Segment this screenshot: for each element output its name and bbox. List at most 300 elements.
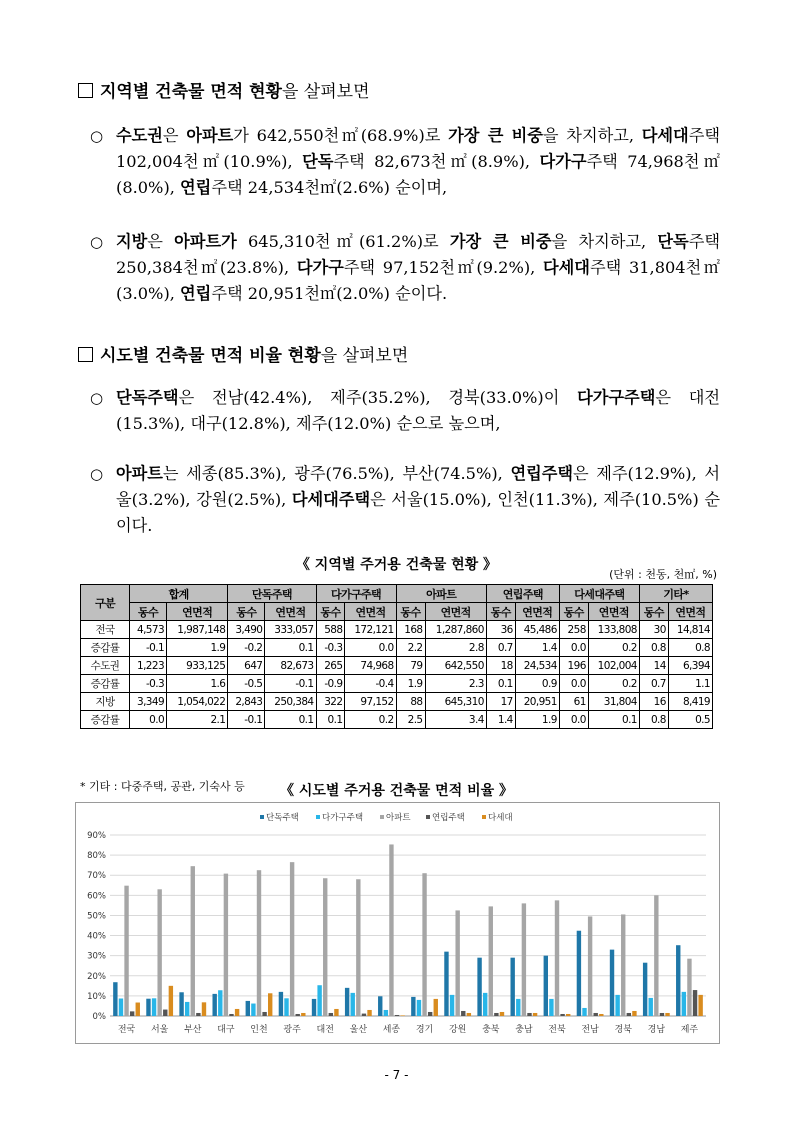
table-cell: 642,550 (425, 657, 486, 675)
bar (665, 1013, 669, 1016)
bold-text: 연립 (180, 178, 212, 197)
table-cell: 97,152 (345, 693, 396, 711)
table-cell: 1.4 (486, 711, 515, 729)
y-tick-label: 20% (87, 971, 106, 982)
table-cell: 1,987,148 (167, 621, 228, 639)
table-cell: 196 (559, 657, 588, 675)
bar (582, 1008, 586, 1016)
table-cell: 0.2 (588, 639, 639, 657)
bar (522, 903, 526, 1016)
checkbox-square-icon (78, 347, 93, 362)
table-cell: 0.1 (265, 639, 316, 657)
x-tick-label: 충남 (515, 1025, 533, 1035)
sub-header: 연면적 (345, 603, 396, 621)
bar (627, 1013, 631, 1016)
table-cell: 1.6 (167, 675, 228, 693)
bar (467, 1013, 471, 1016)
circle-bullet-icon: ○ (90, 389, 104, 407)
bar (434, 999, 438, 1016)
x-tick-label: 전국 (117, 1025, 136, 1035)
bar (632, 1011, 636, 1016)
circle-bullet-icon: ○ (90, 127, 104, 145)
bar (676, 945, 680, 1016)
bold-text: 다가구주택 (577, 388, 656, 407)
text-run: 주택 74,968천㎡(8.0%), (116, 152, 720, 197)
bar (229, 1014, 233, 1016)
bar (384, 1010, 388, 1016)
bar (179, 992, 183, 1016)
bold-text: 가장 큰 비중 (449, 232, 552, 251)
table-cell: 265 (316, 657, 345, 675)
y-tick-label: 60% (87, 891, 106, 902)
bar (654, 895, 658, 1016)
x-tick-label: 충북 (482, 1025, 500, 1035)
table-row (81, 639, 713, 657)
bar (477, 958, 481, 1016)
bar (549, 999, 553, 1016)
bar (163, 1010, 167, 1016)
x-tick-label: 광주 (283, 1025, 301, 1035)
y-tick-label: 40% (87, 931, 106, 942)
legend-swatch (260, 815, 264, 819)
bar (345, 988, 349, 1016)
table-cell: 3,490 (228, 621, 265, 639)
bar (560, 1014, 564, 1016)
table-cell: 2.5 (396, 711, 425, 729)
bar (428, 1012, 432, 1016)
table-cell: -0.5 (228, 675, 265, 693)
bar (124, 886, 128, 1016)
table-cell: 133,808 (588, 621, 639, 639)
table-cell: 0.2 (588, 675, 639, 693)
table-cell: -0.4 (345, 675, 396, 693)
table-cell: 645,310 (425, 693, 486, 711)
bold-text: 아파트가 (174, 232, 237, 251)
bold-text: 아파트 (116, 464, 163, 483)
section-1-paragraph-1 (90, 123, 720, 201)
table-cell: 933,125 (167, 657, 228, 675)
sub-header: 동수 (639, 603, 668, 621)
table-cell: 172,121 (345, 621, 396, 639)
bar (152, 998, 156, 1016)
section-2-heading: 시도별 건축물 면적 비율 현황을 살펴보면 (78, 341, 408, 366)
table-cell: 3.4 (425, 711, 486, 729)
table-cell: 0.8 (639, 711, 668, 729)
row-label: 증감률 (81, 639, 130, 657)
text-run: 은 대전(15.3%), 대구(12.8%), 제주(12.0%) 순으로 높으며, (116, 388, 720, 433)
sub-header: 연면적 (668, 603, 712, 621)
table-cell: 17 (486, 693, 515, 711)
bold-text: 다세대주택 (291, 490, 371, 509)
table-cell: 20,951 (515, 693, 559, 711)
table-row (81, 675, 713, 693)
table-cell: 79 (396, 657, 425, 675)
bar (533, 1013, 537, 1016)
bar (290, 862, 294, 1016)
table-cell: 1.9 (396, 675, 425, 693)
table-cell: 14 (639, 657, 668, 675)
table-row (81, 657, 713, 675)
bar (191, 866, 195, 1016)
table-cell: 588 (316, 621, 345, 639)
table-cell: 8,419 (668, 693, 712, 711)
col-group-label: 구분 (81, 585, 130, 621)
bold-text: 지방 (116, 232, 148, 251)
text-run: 을 차지하고, (551, 232, 658, 251)
table-cell: -0.9 (316, 675, 345, 693)
text-run: 가 642,550천㎡(68.9%)로 (233, 126, 449, 145)
table-cell: 1,223 (130, 657, 167, 675)
table-cell: 4,573 (130, 621, 167, 639)
row-label: 지방 (81, 693, 130, 711)
table-title: 《 지역별 주거용 건축물 현황 》 (295, 557, 498, 573)
table-cell: 2,843 (228, 693, 265, 711)
y-tick-label: 70% (87, 871, 106, 882)
table-cell: 0.7 (639, 675, 668, 693)
legend-label: 연립주택 (432, 813, 465, 823)
x-tick-label: 울산 (349, 1025, 368, 1035)
table-cell: 0.1 (265, 711, 316, 729)
bold-text: 단독 (657, 232, 689, 251)
text-run: 주택 20,951천㎡(2.0%) 순이다. (211, 284, 448, 303)
bold-text: 다가구 (296, 258, 344, 277)
bar (649, 998, 653, 1016)
table-cell: -0.3 (130, 675, 167, 693)
bar (643, 963, 647, 1016)
bar (698, 995, 702, 1016)
bar (356, 879, 360, 1016)
table-cell: 82,673 (265, 657, 316, 675)
group-header: 기타* (639, 585, 712, 603)
bar (279, 992, 283, 1016)
table-row (81, 693, 713, 711)
legend-label: 다가구주택 (322, 813, 364, 823)
text-run: 는 세종(85.3%), 광주(76.5%), 부산(74.5%), (162, 464, 511, 483)
bar (483, 993, 487, 1016)
bar (489, 906, 493, 1016)
table-cell: 2.3 (425, 675, 486, 693)
table-cell: 102,004 (588, 657, 639, 675)
table-row (81, 711, 713, 729)
bar (594, 1013, 598, 1016)
text-run: 주택 102,004천㎡(10.9%), (116, 126, 720, 171)
section-1-paragraph-2 (90, 229, 720, 307)
bar (268, 993, 272, 1016)
table-cell: 18 (486, 657, 515, 675)
bar (202, 1002, 206, 1016)
table-cell: 0.5 (668, 711, 712, 729)
table-cell: 0.2 (345, 711, 396, 729)
sub-header: 동수 (316, 603, 345, 621)
table-cell: 16 (639, 693, 668, 711)
bar (257, 870, 261, 1016)
bar (317, 985, 321, 1016)
table-cell: 30 (639, 621, 668, 639)
bold-text: 아파트 (186, 126, 234, 145)
bar (196, 1013, 200, 1016)
bar (130, 1011, 134, 1016)
text-run: 주택 31,804천㎡(3.0%), (116, 258, 720, 303)
legend-swatch (380, 815, 384, 819)
bar (218, 990, 222, 1016)
x-tick-label: 전북 (548, 1025, 566, 1035)
text-run: 은 제주(12.9%), 서울(3.2%), 강원(2.5%), (116, 464, 720, 509)
text-run: 주택 250,384천㎡(23.8%), (116, 232, 720, 277)
y-tick-label: 90% (87, 831, 106, 841)
bold-text: 수도권 (116, 126, 163, 145)
bar (146, 999, 150, 1016)
x-tick-label: 세종 (382, 1025, 401, 1035)
row-label: 전국 (81, 621, 130, 639)
table-cell: 168 (396, 621, 425, 639)
table-cell: -0.3 (316, 639, 345, 657)
bar (224, 874, 228, 1016)
table-cell: 1,054,022 (167, 693, 228, 711)
text-run: 645,310천㎡(61.2%)로 (236, 232, 450, 251)
bar (422, 873, 426, 1016)
bar (588, 916, 592, 1016)
bold-text: 가장 큰 비중 (448, 126, 543, 145)
table-cell: 0.0 (130, 711, 167, 729)
table-row (81, 621, 713, 639)
legend-swatch (482, 815, 486, 819)
page-number: - 7 - (384, 1068, 409, 1082)
table-cell: 31,804 (588, 693, 639, 711)
row-label: 증감률 (81, 675, 130, 693)
table-cell: -0.2 (228, 639, 265, 657)
circle-bullet-icon: ○ (90, 465, 104, 483)
sub-header: 동수 (228, 603, 265, 621)
sub-header: 동수 (559, 603, 588, 621)
table-cell: 0.7 (486, 639, 515, 657)
table-footnote: * 기타 : 다중주택, 공관, 기숙사 등 (80, 780, 245, 793)
checkbox-square-icon (78, 83, 93, 98)
table-cell: -0.1 (265, 675, 316, 693)
x-tick-label: 부산 (184, 1025, 202, 1035)
bar (544, 956, 548, 1016)
x-tick-label: 강원 (448, 1025, 467, 1035)
bold-text: 단독 (302, 152, 334, 171)
table-cell: 1.9 (515, 711, 559, 729)
table-cell: 36 (486, 621, 515, 639)
bar (510, 958, 514, 1016)
table-cell: 1.4 (515, 639, 559, 657)
sub-header: 동수 (486, 603, 515, 621)
bar (621, 914, 625, 1016)
bar (577, 931, 581, 1016)
sub-header: 연면적 (425, 603, 486, 621)
table-cell: 1.1 (668, 675, 712, 693)
bar (235, 1009, 239, 1016)
table-cell: 1.9 (167, 639, 228, 657)
bar (566, 1014, 570, 1016)
row-label: 수도권 (81, 657, 130, 675)
bar (417, 1000, 421, 1016)
bar (212, 994, 216, 1016)
table-cell: 333,057 (265, 621, 316, 639)
bold-text: 단독주택 (116, 388, 179, 407)
group-header: 다가구주택 (316, 585, 396, 603)
table-cell: 61 (559, 693, 588, 711)
section-2-paragraph-1 (90, 385, 720, 437)
bar (395, 1015, 399, 1016)
x-tick-label: 경남 (647, 1025, 666, 1035)
table-cell: 0.8 (668, 639, 712, 657)
table-cell: 258 (559, 621, 588, 639)
bold-text: 다세대 (641, 126, 689, 145)
text-run: 은 서울(15.0%), 인천(11.3%), 제주(10.5%) 순이다. (116, 490, 720, 535)
residential-building-table (80, 584, 713, 729)
x-tick-label: 대전 (316, 1025, 334, 1035)
table-cell: 0.0 (559, 711, 588, 729)
table-cell: 45,486 (515, 621, 559, 639)
bar (599, 1014, 603, 1016)
text-run: 은 (147, 232, 175, 251)
y-tick-label: 50% (87, 911, 106, 922)
table-unit: (단위 : 천동, 천㎡, %) (609, 568, 717, 581)
bar (329, 1013, 333, 1016)
sub-header: 연면적 (515, 603, 559, 621)
table-cell: 14,814 (668, 621, 712, 639)
table-cell: 1,287,860 (425, 621, 486, 639)
section-1-heading: 지역별 건축물 면적 현황을 살펴보면 (78, 77, 370, 102)
sub-header: 연면적 (588, 603, 639, 621)
group-header: 아파트 (396, 585, 486, 603)
group-header: 연립주택 (486, 585, 559, 603)
bar (693, 990, 697, 1016)
bar (312, 999, 316, 1016)
bar (323, 878, 327, 1016)
bar (367, 1010, 371, 1016)
group-header: 다세대주택 (559, 585, 639, 603)
bar (500, 1012, 504, 1016)
bar (660, 1013, 664, 1016)
bar (113, 982, 117, 1016)
bold-text: 연립 (180, 284, 212, 303)
sub-header: 연면적 (265, 603, 316, 621)
table-cell: 0.0 (559, 639, 588, 657)
table-cell: 0.1 (486, 675, 515, 693)
y-tick-label: 10% (87, 991, 106, 1002)
legend-swatch (316, 815, 320, 819)
bar (411, 997, 415, 1016)
bar (687, 959, 691, 1016)
table-cell: 0.8 (639, 639, 668, 657)
table-cell: 2.1 (167, 711, 228, 729)
bar (461, 1011, 465, 1016)
table-cell: 0.1 (588, 711, 639, 729)
bar (362, 1014, 366, 1016)
bar (516, 999, 520, 1016)
table-cell: 2.2 (396, 639, 425, 657)
bar (119, 999, 123, 1016)
bar (169, 986, 173, 1016)
bar (555, 900, 559, 1016)
table-cell: 74,968 (345, 657, 396, 675)
table-cell: 24,534 (515, 657, 559, 675)
table-cell: -0.1 (130, 639, 167, 657)
bold-text: 연립주택 (510, 464, 574, 483)
bar (251, 1004, 255, 1016)
bar (450, 995, 454, 1016)
table-cell: 88 (396, 693, 425, 711)
bar (157, 889, 161, 1016)
bar (389, 844, 393, 1016)
bar (246, 1001, 250, 1016)
text-run: 주택 24,534천㎡(2.6%) 순이며, (211, 178, 448, 197)
bar (262, 1012, 266, 1016)
table-cell: 3,349 (130, 693, 167, 711)
x-tick-label: 대구 (217, 1025, 235, 1035)
bar (185, 1002, 189, 1016)
bar (400, 1015, 404, 1016)
table-cell: 0.9 (515, 675, 559, 693)
bar (136, 1003, 140, 1016)
sub-header: 동수 (396, 603, 425, 621)
table-cell: 6,394 (668, 657, 712, 675)
table-cell: -0.1 (228, 711, 265, 729)
bar (351, 993, 355, 1016)
x-tick-label: 경기 (415, 1025, 434, 1035)
section-2-paragraph-2 (90, 461, 720, 539)
sub-header: 연면적 (167, 603, 228, 621)
chart-container (75, 802, 720, 1044)
circle-bullet-icon: ○ (90, 233, 104, 251)
legend-label: 단독주택 (266, 813, 299, 823)
legend-label: 아파트 (386, 813, 411, 823)
text-run: 주택 82,673천㎡(8.9%), (333, 152, 540, 171)
text-run: 주택 97,152천㎡(9.2%), (343, 258, 544, 277)
bold-text: 다가구 (539, 152, 587, 171)
x-tick-label: 경북 (614, 1025, 632, 1035)
table-cell: 322 (316, 693, 345, 711)
x-tick-label: 인천 (250, 1025, 268, 1035)
bar (455, 910, 459, 1016)
table-cell: 647 (228, 657, 265, 675)
table-cell: 0.1 (316, 711, 345, 729)
bar (296, 1014, 300, 1016)
bar (494, 1013, 498, 1016)
bar (444, 952, 448, 1016)
bar-chart (76, 803, 719, 1043)
text-run: 은 (162, 126, 187, 145)
table-cell: 250,384 (265, 693, 316, 711)
y-tick-label: 80% (87, 851, 106, 862)
text-run: 은 전남(42.4%), 제주(35.2%), 경북(33.0%)이 (178, 388, 578, 407)
bar (615, 995, 619, 1016)
bar (378, 996, 382, 1016)
row-label: 증감률 (81, 711, 130, 729)
group-header: 단독주택 (228, 585, 316, 603)
bar (610, 950, 614, 1016)
table-cell: 2.8 (425, 639, 486, 657)
text-run: 을 차지하고, (542, 126, 642, 145)
bar (682, 992, 686, 1016)
bold-text: 다세대 (543, 258, 590, 277)
bar (284, 998, 288, 1016)
bar (301, 1013, 305, 1016)
x-tick-label: 제주 (680, 1025, 699, 1035)
x-tick-label: 서울 (150, 1025, 169, 1035)
table-cell: 0.0 (345, 639, 396, 657)
chart-title: 《 시도별 주거용 건축물 면적 비율 》 (279, 783, 514, 799)
bar (527, 1013, 531, 1016)
y-tick-label: 30% (87, 951, 106, 962)
bar (334, 1009, 338, 1016)
legend-label: 다세대 (488, 813, 513, 823)
x-tick-label: 전남 (581, 1025, 599, 1035)
table-cell: 0.0 (559, 675, 588, 693)
